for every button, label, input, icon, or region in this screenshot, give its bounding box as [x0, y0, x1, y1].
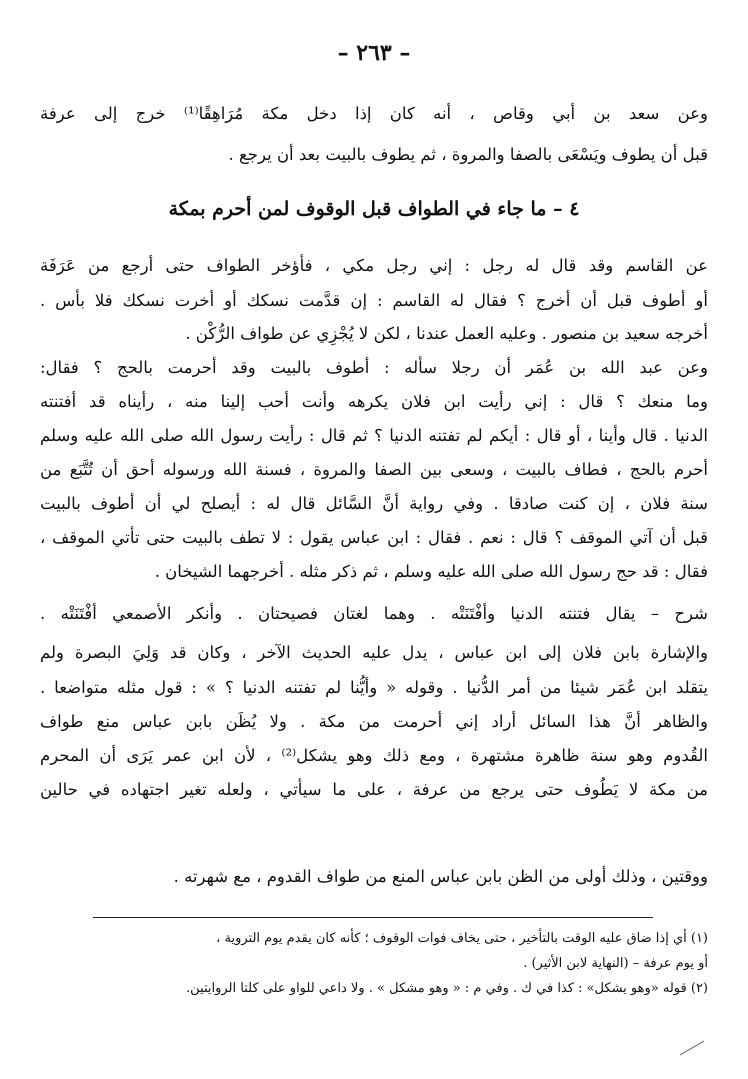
- text-line: وعن سعد بن أبي وقاص ، أنه كان إذا دخل مكة مُرَاهِقًا⁽¹⁾ خرج إلى عرفة: [40, 104, 708, 123]
- text-line: شرح – يقال فتنته الدنيا وأفْتَنَتْه . وهما لغتان فصيحتان . وأنكر الأصمعي أفْتَنَتْه .: [40, 604, 708, 623]
- text-line: وما منعك ؟ قال : إني رأيت ابن فلان يكرهه وأنت أحب إلينا منه ، رأيناه قد أفتنته: [40, 392, 708, 411]
- footnote-divider: [93, 917, 653, 918]
- footnote-line: (١) أي إذا ضاق عليه الوقت بالتأخير ، حتى يخاف فوات الوقوف ؛ كأنه كان يقدم يوم التروية ،: [216, 931, 708, 946]
- text-line: فقال : قد حج رسول الله صلى الله عليه وسلم ، ثم ذكر مثله . أخرجهما الشيخان .: [154, 562, 708, 581]
- page-number: – ٢٦٣ –: [337, 40, 411, 66]
- text-line: أخرجه سعيد بن منصور . وعليه العمل عندنا ، لكن لا يُجْزِي عن طواف الرُّكْن .: [185, 324, 708, 343]
- section-heading: ٤ – ما جاء في الطواف قبل الوقوف لمن أحرم بمكة: [168, 198, 580, 220]
- text-line: والإشارة بابن فلان إلى ابن عباس ، يدل عليه الحديث الآخر ، وكان قد وَلِيَ البصرة ولم: [40, 643, 708, 662]
- text-line: أو أطوف قبل أن أخرج ؟ فقال له القاسم : إن قدَّمت نسكك أو أخرت نسكك فلا بأس .: [40, 291, 708, 310]
- text-line: القُدوم وهو سنة ظاهرة مشتهرة ، ومع ذلك وهو يشكل⁽²⁾ ، لأن ابن عمر يَرَى أن المحرم: [40, 746, 708, 765]
- text-line: من مكة لا يَطُوف حتى يرجع من عرفة ، على ما سيأتي ، ولعله تغير اجتهاده في حالين: [40, 780, 708, 799]
- text-line: عن القاسم وقد قال له رجل : إني رجل مكي ، فأؤخر الطواف حتى أرجع من عَرَفَة: [40, 256, 708, 275]
- text-line: والظاهر أنَّ هذا السائل أراد إني أحرمت من مكة . ولا يُظَن بابن عباس منع طواف: [40, 712, 708, 731]
- pen-mark-icon: [678, 1039, 706, 1057]
- text-line: ووقتين ، وذلك أولى من الظن بابن عباس المنع من طواف القدوم ، مع شهرته .: [173, 867, 708, 886]
- footnote-line: (٢) قوله «وهو يشكل» : كذا في ك . وفي م : « وهو مشكل » . ولا داعي للواو على كلتا الروايتين.: [186, 981, 708, 996]
- text-line: يتقلد ابن عُمَر شيئا من أمر الدُّنيا . وقوله « وأيُّنا لم تفتنه الدنيا ؟ » : قول مثله متواضعا .: [40, 678, 708, 697]
- text-line: قبل أن آتي الموقف ؟ قال : نعم . فقال : ابن عباس يقول : لا تطف بالبيت حتى تأتي الموقف ،: [40, 528, 708, 547]
- text-line: قبل أن يطوف ويَسْعَى بالصفا والمروة ، ثم يطوف بالبيت بعد أن يرجع .: [228, 145, 708, 164]
- text-line: أحرم بالحج ، فطاف بالبيت ، وسعى بين الصفا والمروة ، فسنة الله ورسوله أحق أن تُتَّبَع من: [40, 460, 708, 479]
- footnote-line: أو يوم عرفة – (النهاية لابن الأثير) .: [523, 956, 708, 971]
- text-line: الدنيا . قال وأينا ، أو قال : أيكم لم تفتنه الدنيا ؟ ثم قال : رأيت رسول الله صلى الله عليه وسلم: [40, 426, 708, 445]
- text-line: وعن عبد الله بن عُمَر أن رجلا سأله : أطوف بالبيت وقد أحرمت بالحج ؟ فقال:: [40, 358, 708, 377]
- text-line: سنة فلان ، إن كنت صادقا . وفي رواية أنَّ السَّائل قال له : أيصلح لي أن أطوف بالبيت: [40, 494, 708, 513]
